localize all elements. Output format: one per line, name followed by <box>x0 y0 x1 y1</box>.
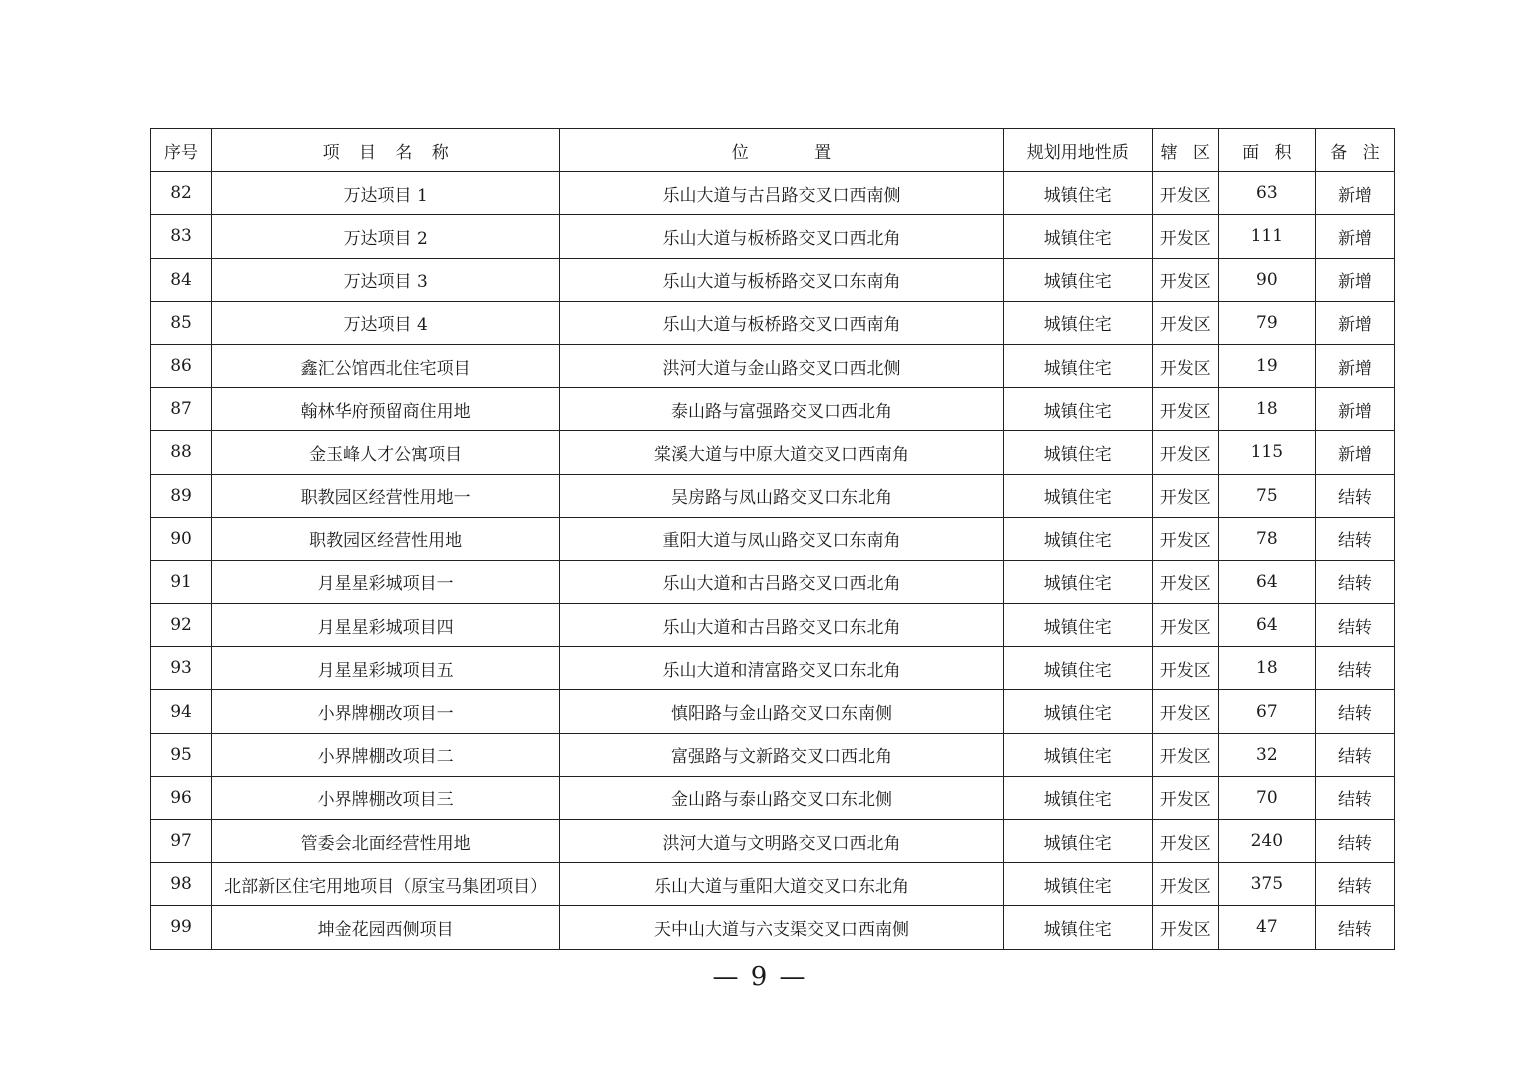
cell-location: 乐山大道与板桥路交叉口西北角 <box>560 215 1003 258</box>
cell-note: 新增 <box>1315 215 1394 258</box>
table-row <box>151 474 1395 517</box>
cell-land-use: 城镇住宅 <box>1003 604 1152 647</box>
cell-land-use: 城镇住宅 <box>1003 733 1152 776</box>
cell-district: 开发区 <box>1152 215 1218 258</box>
cell-note: 结转 <box>1315 733 1394 776</box>
land-supply-table <box>150 128 1395 950</box>
table-row <box>151 863 1395 906</box>
header-note: 备 注 <box>1315 129 1394 172</box>
cell-project-name: 万达项目 4 <box>212 301 560 344</box>
cell-area: 18 <box>1218 388 1315 431</box>
cell-land-use: 城镇住宅 <box>1003 258 1152 301</box>
table-row <box>151 517 1395 560</box>
cell-area: 75 <box>1218 474 1315 517</box>
cell-land-use: 城镇住宅 <box>1003 906 1152 949</box>
cell-district: 开发区 <box>1152 604 1218 647</box>
cell-land-use: 城镇住宅 <box>1003 647 1152 690</box>
cell-seq: 87 <box>151 388 212 431</box>
cell-seq: 93 <box>151 647 212 690</box>
cell-seq: 88 <box>151 431 212 474</box>
cell-project-name: 坤金花园西侧项目 <box>212 906 560 949</box>
cell-location: 泰山路与富强路交叉口西北角 <box>560 388 1003 431</box>
cell-note: 结转 <box>1315 906 1394 949</box>
cell-project-name: 金玉峰人才公寓项目 <box>212 431 560 474</box>
cell-district: 开发区 <box>1152 820 1218 863</box>
cell-area: 115 <box>1218 431 1315 474</box>
table-row <box>151 258 1395 301</box>
table-row <box>151 388 1395 431</box>
cell-project-name: 小界牌棚改项目三 <box>212 776 560 819</box>
cell-seq: 94 <box>151 690 212 733</box>
cell-location: 乐山大道与古吕路交叉口西南侧 <box>560 172 1003 215</box>
cell-land-use: 城镇住宅 <box>1003 863 1152 906</box>
cell-note: 结转 <box>1315 474 1394 517</box>
cell-district: 开发区 <box>1152 388 1218 431</box>
table-row <box>151 906 1395 949</box>
cell-land-use: 城镇住宅 <box>1003 344 1152 387</box>
cell-area: 70 <box>1218 776 1315 819</box>
table-body <box>151 172 1395 949</box>
header-seq: 序号 <box>151 129 212 172</box>
cell-area: 375 <box>1218 863 1315 906</box>
table-row <box>151 301 1395 344</box>
cell-area: 67 <box>1218 690 1315 733</box>
cell-land-use: 城镇住宅 <box>1003 776 1152 819</box>
cell-project-name: 万达项目 3 <box>212 258 560 301</box>
cell-district: 开发区 <box>1152 344 1218 387</box>
cell-area: 78 <box>1218 517 1315 560</box>
cell-location: 金山路与泰山路交叉口东北侧 <box>560 776 1003 819</box>
table-row <box>151 560 1395 603</box>
cell-project-name: 北部新区住宅用地项目（原宝马集团项目） <box>212 863 560 906</box>
cell-district: 开发区 <box>1152 172 1218 215</box>
header-land-use: 规划用地性质 <box>1003 129 1152 172</box>
cell-seq: 96 <box>151 776 212 819</box>
cell-project-name: 月星星彩城项目四 <box>212 604 560 647</box>
cell-district: 开发区 <box>1152 560 1218 603</box>
cell-project-name: 鑫汇公馆西北住宅项目 <box>212 344 560 387</box>
cell-district: 开发区 <box>1152 776 1218 819</box>
cell-district: 开发区 <box>1152 690 1218 733</box>
cell-land-use: 城镇住宅 <box>1003 215 1152 258</box>
cell-district: 开发区 <box>1152 431 1218 474</box>
cell-location: 洪河大道与文明路交叉口西北角 <box>560 820 1003 863</box>
cell-seq: 95 <box>151 733 212 776</box>
table-row <box>151 215 1395 258</box>
cell-seq: 89 <box>151 474 212 517</box>
cell-note: 结转 <box>1315 560 1394 603</box>
cell-area: 90 <box>1218 258 1315 301</box>
table-row <box>151 344 1395 387</box>
cell-project-name: 职教园区经营性用地 <box>212 517 560 560</box>
cell-district: 开发区 <box>1152 733 1218 776</box>
header-area: 面 积 <box>1218 129 1315 172</box>
cell-note: 结转 <box>1315 647 1394 690</box>
cell-project-name: 小界牌棚改项目二 <box>212 733 560 776</box>
cell-area: 240 <box>1218 820 1315 863</box>
cell-seq: 92 <box>151 604 212 647</box>
table-row <box>151 647 1395 690</box>
cell-location: 乐山大道和清富路交叉口东北角 <box>560 647 1003 690</box>
cell-note: 结转 <box>1315 690 1394 733</box>
cell-project-name: 小界牌棚改项目一 <box>212 690 560 733</box>
cell-location: 乐山大道和古吕路交叉口东北角 <box>560 604 1003 647</box>
cell-location: 乐山大道与板桥路交叉口东南角 <box>560 258 1003 301</box>
table-row <box>151 820 1395 863</box>
cell-seq: 83 <box>151 215 212 258</box>
cell-note: 结转 <box>1315 820 1394 863</box>
cell-seq: 90 <box>151 517 212 560</box>
cell-note: 结转 <box>1315 776 1394 819</box>
cell-seq: 98 <box>151 863 212 906</box>
cell-note: 结转 <box>1315 517 1394 560</box>
cell-area: 64 <box>1218 560 1315 603</box>
cell-seq: 85 <box>151 301 212 344</box>
cell-note: 新增 <box>1315 172 1394 215</box>
cell-location: 重阳大道与凤山路交叉口东南角 <box>560 517 1003 560</box>
cell-location: 乐山大道与重阳大道交叉口东北角 <box>560 863 1003 906</box>
cell-project-name: 万达项目 2 <box>212 215 560 258</box>
table-row <box>151 431 1395 474</box>
cell-location: 富强路与文新路交叉口西北角 <box>560 733 1003 776</box>
cell-location: 棠溪大道与中原大道交叉口西南角 <box>560 431 1003 474</box>
cell-district: 开发区 <box>1152 301 1218 344</box>
table-row <box>151 172 1395 215</box>
cell-note: 新增 <box>1315 388 1394 431</box>
cell-area: 63 <box>1218 172 1315 215</box>
header-location: 位 置 <box>560 129 1003 172</box>
cell-note: 结转 <box>1315 863 1394 906</box>
table-row <box>151 733 1395 776</box>
cell-location: 天中山大道与六支渠交叉口西南侧 <box>560 906 1003 949</box>
cell-location: 慎阳路与金山路交叉口东南侧 <box>560 690 1003 733</box>
cell-area: 79 <box>1218 301 1315 344</box>
cell-land-use: 城镇住宅 <box>1003 301 1152 344</box>
cell-district: 开发区 <box>1152 258 1218 301</box>
table-header-row <box>151 129 1395 172</box>
cell-location: 乐山大道与板桥路交叉口西南角 <box>560 301 1003 344</box>
cell-note: 新增 <box>1315 258 1394 301</box>
cell-land-use: 城镇住宅 <box>1003 820 1152 863</box>
cell-project-name: 万达项目 1 <box>212 172 560 215</box>
header-name: 项 目 名 称 <box>212 129 560 172</box>
page-number: — 9 — <box>712 962 808 992</box>
table-row <box>151 690 1395 733</box>
header-district: 辖 区 <box>1152 129 1218 172</box>
table-row <box>151 604 1395 647</box>
cell-note: 新增 <box>1315 301 1394 344</box>
cell-seq: 84 <box>151 258 212 301</box>
cell-district: 开发区 <box>1152 647 1218 690</box>
cell-land-use: 城镇住宅 <box>1003 172 1152 215</box>
cell-project-name: 管委会北面经营性用地 <box>212 820 560 863</box>
cell-land-use: 城镇住宅 <box>1003 474 1152 517</box>
cell-note: 结转 <box>1315 604 1394 647</box>
cell-location: 洪河大道与金山路交叉口西北侧 <box>560 344 1003 387</box>
cell-district: 开发区 <box>1152 517 1218 560</box>
cell-location: 吴房路与凤山路交叉口东北角 <box>560 474 1003 517</box>
cell-land-use: 城镇住宅 <box>1003 517 1152 560</box>
cell-project-name: 月星星彩城项目一 <box>212 560 560 603</box>
cell-area: 64 <box>1218 604 1315 647</box>
cell-seq: 86 <box>151 344 212 387</box>
cell-land-use: 城镇住宅 <box>1003 560 1152 603</box>
cell-area: 18 <box>1218 647 1315 690</box>
cell-seq: 97 <box>151 820 212 863</box>
cell-note: 新增 <box>1315 431 1394 474</box>
cell-area: 19 <box>1218 344 1315 387</box>
cell-land-use: 城镇住宅 <box>1003 690 1152 733</box>
cell-project-name: 月星星彩城项目五 <box>212 647 560 690</box>
cell-land-use: 城镇住宅 <box>1003 431 1152 474</box>
cell-seq: 99 <box>151 906 212 949</box>
cell-area: 47 <box>1218 906 1315 949</box>
cell-land-use: 城镇住宅 <box>1003 388 1152 431</box>
cell-area: 111 <box>1218 215 1315 258</box>
cell-area: 32 <box>1218 733 1315 776</box>
cell-project-name: 职教园区经营性用地一 <box>212 474 560 517</box>
cell-project-name: 翰林华府预留商住用地 <box>212 388 560 431</box>
cell-district: 开发区 <box>1152 906 1218 949</box>
cell-district: 开发区 <box>1152 863 1218 906</box>
cell-seq: 82 <box>151 172 212 215</box>
cell-note: 新增 <box>1315 344 1394 387</box>
cell-seq: 91 <box>151 560 212 603</box>
table-row <box>151 776 1395 819</box>
cell-district: 开发区 <box>1152 474 1218 517</box>
cell-location: 乐山大道和古吕路交叉口西北角 <box>560 560 1003 603</box>
